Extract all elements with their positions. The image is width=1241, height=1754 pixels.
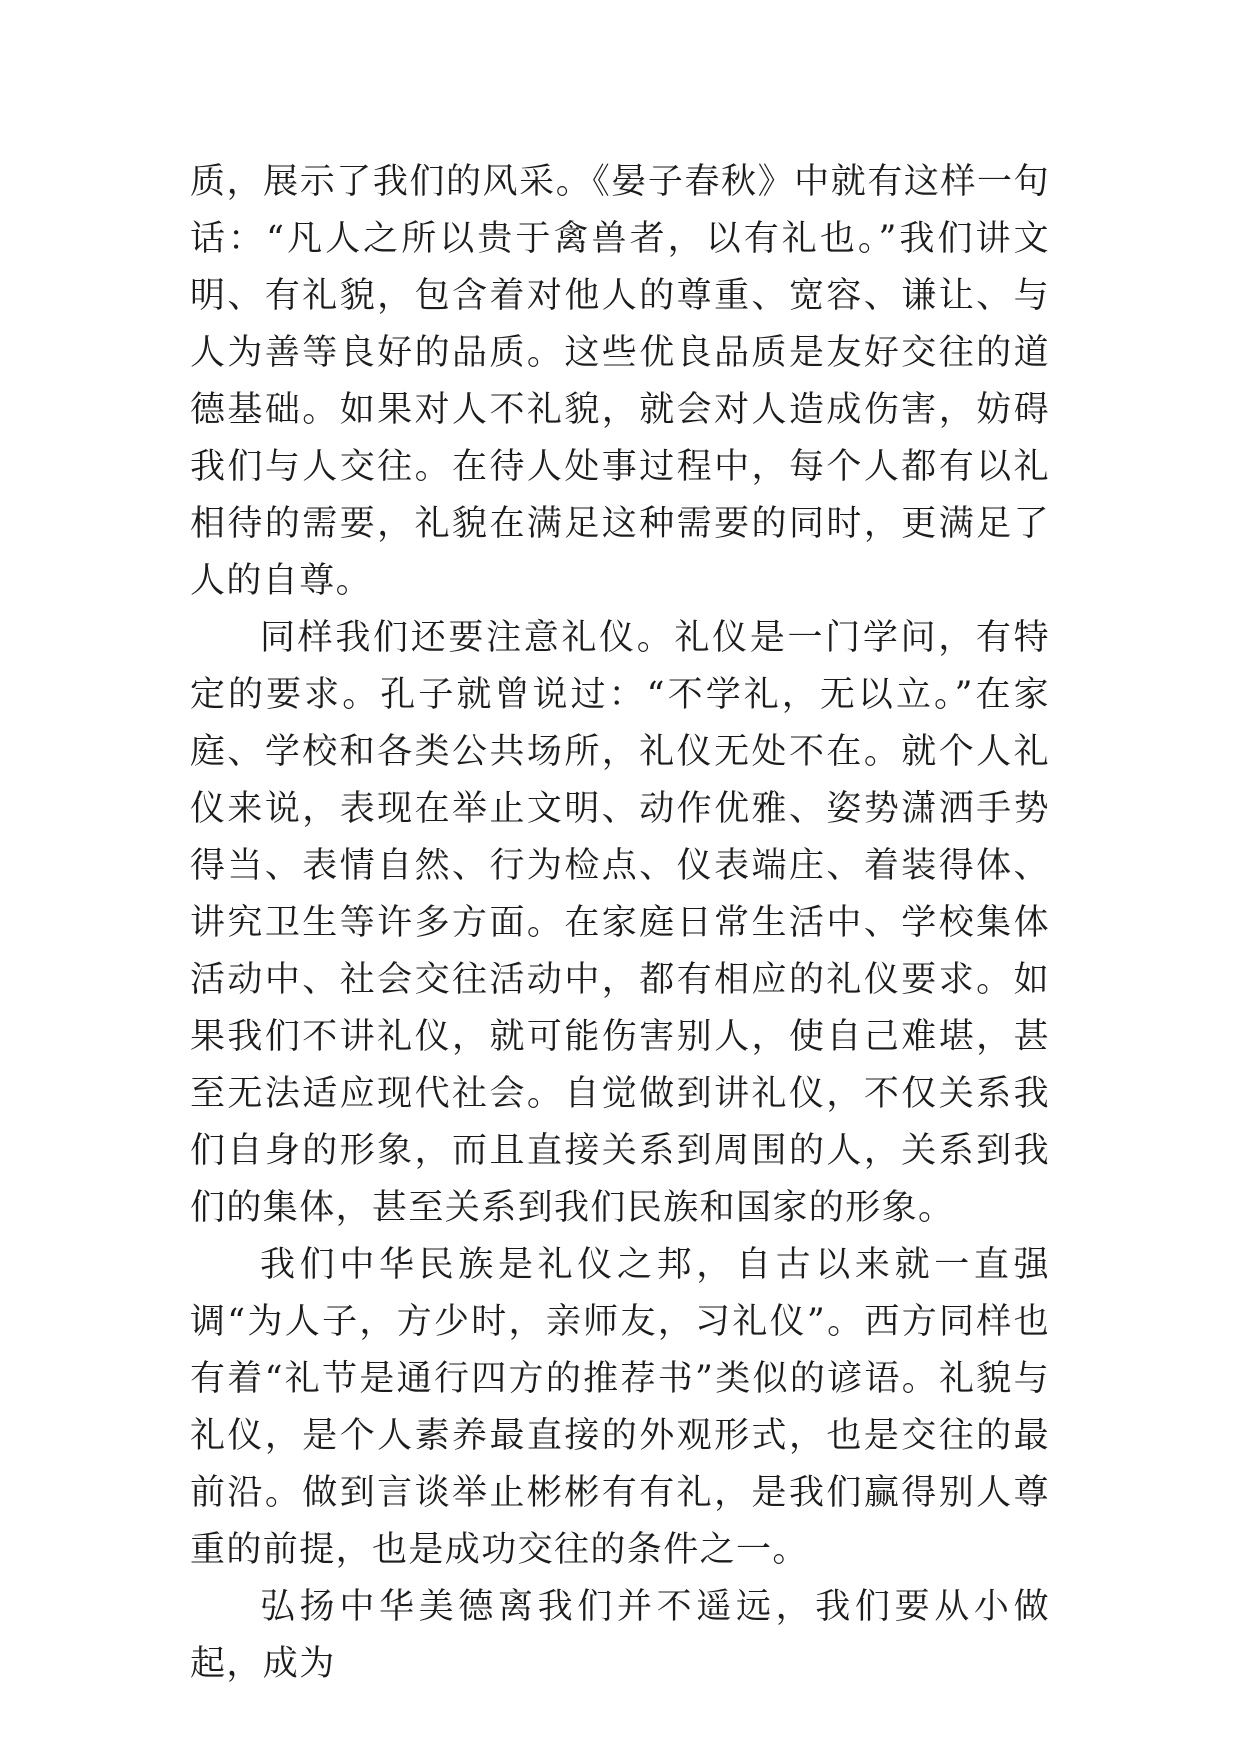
paragraph-3: 我们中华民族是礼仪之邦，自古以来就一直强调“为人子，方少时，亲师友，习礼仪”。西方同样也有着“礼节是通行四方的推荐书”类似的谚语。礼貌与礼仪，是个人素养最直接的外观形式，也是交往的最前沿。做到言谈举止彬彬有有礼，是我们赢得别人尊重的前提，也是成功交往的条件之一。 [190, 1245, 1050, 1570]
paragraph-4: 弘扬中华美德离我们并不遥远，我们要从小做起，成为 [190, 1587, 1050, 1684]
paragraph-2: 同样我们还要注意礼仪。礼仪是一门学问，有特定的要求。孔子就曾说过：“不学礼，无以立。”在家庭、学校和各类公共场所，礼仪无处不在。就个人礼仪来说，表现在举止文明、动作优雅、姿势潇洒手势得当、表情自然、行为检点、仪表端庄、着装得体、讲究卫生等许多方面。在家庭日常生活中、学校集体活动中、社会交往活动中，都有相应的礼仪要求。如果我们不讲礼仪，就可能伤害别人，使自己难堪，甚至无法适应现代社会。自觉做到讲礼仪，不仅关系我们自身的形象，而且直接关系到周围的人，关系到我们的集体，甚至关系到我们民族和国家的形象。 [190, 618, 1050, 1228]
body-text [190, 154, 1050, 1693]
paragraph-1: 质，展示了我们的风采。《晏子春秋》中就有这样一句话：“凡人之所以贵于禽兽者，以有礼也。”我们讲文明、有礼貌，包含着对他人的尊重、宽容、谦让、与人为善等良好的品质。这些优良品质是友好交往的道德基础。如果对人不礼貌，就会对人造成伤害，妨碍我们与人交往。在待人处事过程中，每个人都有以礼相待的需要，礼貌在满足这种需要的同时，更满足了人的自尊。 [190, 162, 1050, 601]
